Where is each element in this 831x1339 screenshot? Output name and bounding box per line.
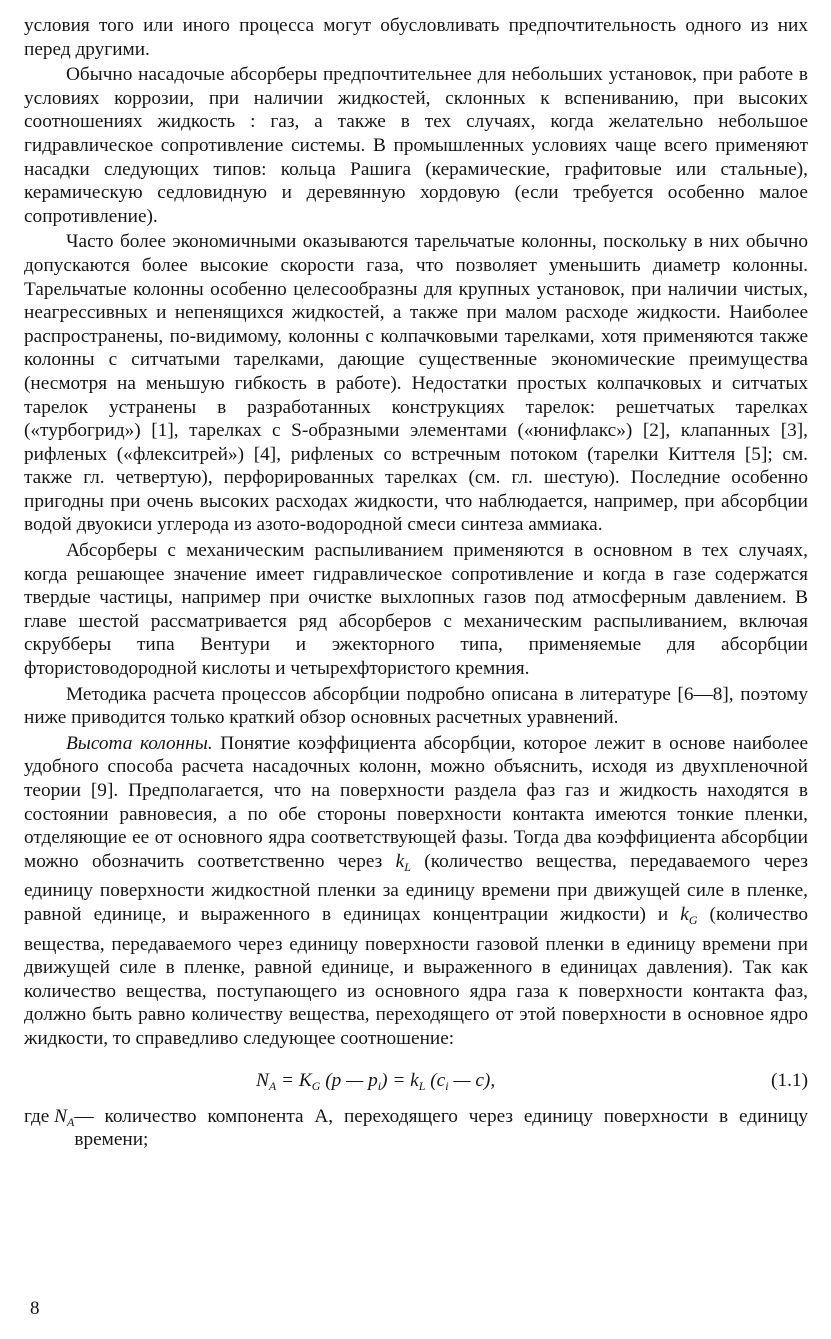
subscript-L: L: [404, 859, 411, 874]
where-definition: [24, 1105, 808, 1152]
paragraph-5: Методика расчета процессов абсорбции подробно описана в литературе [6—8], поэтому ниже приводится только краткий обзор основных расчетных уравнений.: [24, 683, 808, 729]
eq-p-sub: i: [377, 1078, 382, 1093]
where-N-sub: A: [67, 1114, 75, 1129]
eq-c-sub: i: [445, 1078, 449, 1093]
eq-K-sub: G: [311, 1078, 321, 1093]
paragraph-6: [24, 732, 808, 1051]
where-lead: [24, 1105, 74, 1152]
paragraph-3: Часто более экономичными оказываются тарельчатые колонны, поскольку в них обычно допускаются более высокие скорости газа, что позволяет уменьшить диаметр колонны. Тарельчатые колонны особенно целесообразны для крупных установок, при наличии чистых, неагрессивных и непенящихся жидкостей, а также при малом расходе жидкости. Наиболее распространены, по-видимому, колонны с колпачковыми тарелками, хотя применяются также колонны с ситчатыми тарелками, дающие существенные экономические преимущества (несмотря на меньшую гибкость в работе). Недостатки простых колпачковых и ситчатых тарелок устранены в разработанных конструкциях тарелок: решетчатых тарелках («турбогрид») [1], тарелках с S-образными элементами («юнифлакс») [2], клапанных [3], рифленых («флекситрей») [4], рифленых со встречным потоком (тарелки Киттеля [5]; см. также гл. четвертую), перфорированных тарелках (см. гл. шестую). Последние особенно пригодны при очень высоких расходах жидкости, что наблюдается, например, при абсорбции водой двуокиси углерода из азото-водородной смеси синтеза аммиака.: [24, 231, 808, 536]
eq-mid2: ) = k: [381, 1069, 419, 1091]
equation-1-1: [24, 1063, 808, 1097]
symbol-k: k: [680, 903, 689, 925]
paragraph-4: Абсорберы с механическим распыливанием применяются в основном в тех случаях, когда решающее значение имеет гидравлическое сопротивление и когда в газе содержатся твердые частицы, например при очистке выхлопных газов под атмосферным давлением. В главе шестой рассматривается ряд абсорберов с механическим распыливанием, включая скрубберы типа Вентури и эжекторного типа, применяемые для абсорбции фтористоводородной кислоты и четырехфтористого кремния.: [24, 540, 808, 680]
paragraph-2: Обычно насадочые абсорберы предпочтительнее для небольших установок, при работе в условиях коррозии, при наличии жидкостей, склонных к вспениванию, при высоких соотношениях жидкость : газ, а также в тех случаях, когда желательно небольшое гидравлическое сопротивление системы. В промышленных условиях чаще всего применяют насадки следующих типов: кольца Рашига (керамические, графитовые или стальные), керамическую седловидную и деревянную хордовую (если требуется особенно малое сопротивление).: [24, 64, 808, 227]
eq-K: K: [298, 1069, 312, 1091]
where-text: — количество компонента A, переходящего через единицу поверхности в единицу времени;: [74, 1105, 808, 1151]
page-body: [24, 14, 808, 1152]
eq-N: N: [256, 1069, 269, 1091]
paragraph-6-text-3: (количество вещества, передаваемого через единицу поверхности газовой пленки в единицу времени при движущей силе в пленке, равной единице, и выраженного в единицах давления). Так как количество вещества, поступающего из основного ядра газа к поверхности контакта фаз, должно быть равно количеству вещества, переходящего от этой поверхности в основное ядро жидкости, то справедливо следующее соотношение:: [24, 903, 809, 1049]
eq-k-sub: L: [418, 1078, 426, 1093]
paragraph-6-text-2: (количество вещества, передаваемого через единицу поверхности жидкостной пленки за единицу времени при движущей силе в пленке, равной единице, и выраженного в единицах концентрации жидкости) и: [24, 850, 809, 925]
symbol-k: k: [395, 850, 405, 872]
subscript-G: G: [688, 912, 698, 927]
eq-equals: =: [276, 1069, 299, 1091]
equation-body: [256, 1069, 495, 1099]
paragraph-1: условия того или иного процесса могут обусловливать предпочтительность одного из них перед другими.: [24, 15, 808, 60]
where-N: N: [54, 1105, 68, 1127]
paragraph-6-text-1: Понятие коэффициента абсорбции, которое лежит в основе наиболее удобного способа расчета насадочных колонн, можно объяснить, исходя из двухпленочной теории [9]. Предполагается, что на поверхности раздела фаз газ и жидкость находятся в состоянии равновесия, а по обе стороны поверхности контакта имеются тонкие пленки, отделяющие ее от основного ядра соответствующей фазы. Тогда два коэффициента абсорбции можно обозначить соответственно через: [24, 732, 809, 872]
section-heading: Высота колонны.: [66, 732, 213, 754]
equation-number: (1.1): [771, 1069, 808, 1091]
eq-tail2: — c),: [448, 1069, 496, 1091]
eq-N-sub: A: [268, 1078, 277, 1093]
where-word: где: [24, 1105, 55, 1127]
eq-mid: (p — p: [320, 1069, 378, 1091]
eq-tail: (c: [425, 1069, 446, 1091]
page-number: 8: [30, 1298, 40, 1319]
